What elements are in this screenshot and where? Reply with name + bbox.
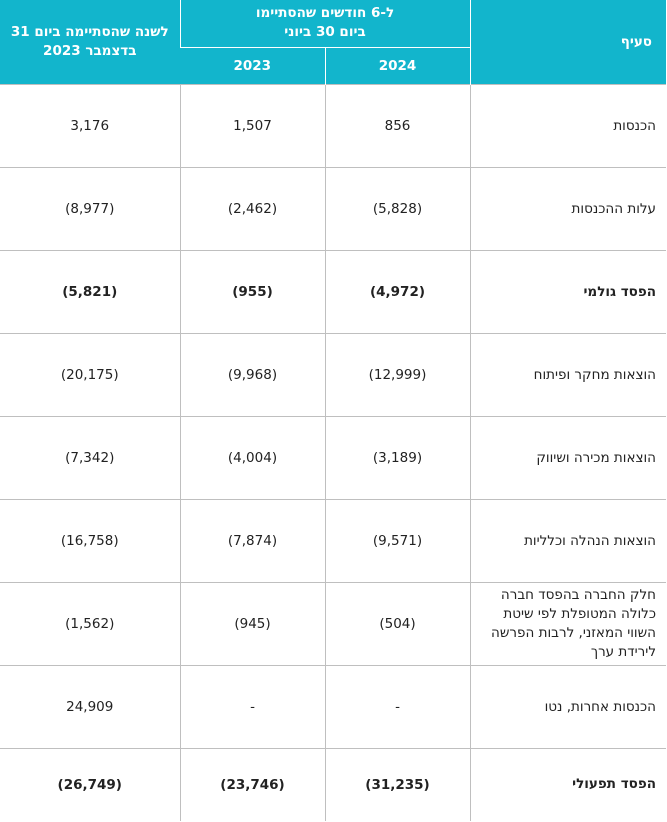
table-row [0, 583, 666, 666]
row-label: הוצאות מחקר ופיתוח [470, 334, 666, 417]
header-annual [0, 0, 180, 85]
header-six-months [180, 0, 470, 47]
value-2024: (504) [325, 583, 470, 666]
table-row [0, 251, 666, 334]
table-row [0, 85, 666, 168]
value-2024: (31,235) [325, 749, 470, 821]
header-annual-line2: בדצמבר 2023 [43, 43, 137, 59]
header-six-months-line1: ל-6 חודשים שהסתיימו [255, 5, 395, 22]
value-2023: (9,968) [180, 334, 325, 417]
value-2024: (3,189) [325, 417, 470, 500]
value-2023: (945) [180, 583, 325, 666]
value-2023: (4,004) [180, 417, 325, 500]
header-year-2023: 2023 [180, 47, 325, 84]
header-annual-line1: לשנה שהסתיימה ביום 31 [10, 24, 169, 40]
header-year-2024: 2024 [325, 47, 470, 84]
value-annual: (8,977) [0, 168, 180, 251]
value-2023: (7,874) [180, 500, 325, 583]
table-row [0, 168, 666, 251]
table-row [0, 749, 666, 821]
value-annual: (5,821) [0, 251, 180, 334]
value-2024: - [325, 666, 470, 749]
row-label: הפסד גולמי [470, 251, 666, 334]
value-2023: - [180, 666, 325, 749]
row-label: הוצאות הנהלה וכלליות [470, 500, 666, 583]
value-annual: (20,175) [0, 334, 180, 417]
header-six-months-line2: ביום 30 ביוני [284, 24, 366, 41]
value-2024: (9,571) [325, 500, 470, 583]
value-2024: (4,972) [325, 251, 470, 334]
value-annual: (26,749) [0, 749, 180, 821]
value-2023: 1,507 [180, 85, 325, 168]
row-label: הפסד תפעולי [470, 749, 666, 821]
value-annual: (7,342) [0, 417, 180, 500]
row-label: חלק החברה בהפסד חברה כלולה המטופלת לפי שיטת השווי המאזני, לרבות הפרשה לירידת ערך [470, 583, 666, 666]
table-row [0, 334, 666, 417]
value-2023: (955) [180, 251, 325, 334]
table-row [0, 417, 666, 500]
value-annual: (1,562) [0, 583, 180, 666]
row-label: הכנסות אחרות, נטו [470, 666, 666, 749]
header-item: סעיף [470, 0, 666, 85]
value-annual: 3,176 [0, 85, 180, 168]
value-2024: (12,999) [325, 334, 470, 417]
value-annual: (16,758) [0, 500, 180, 583]
value-2024: (5,828) [325, 168, 470, 251]
value-2024: 856 [325, 85, 470, 168]
value-annual: 24,909 [0, 666, 180, 749]
table-row [0, 500, 666, 583]
value-2023: (2,462) [180, 168, 325, 251]
row-label: עלות ההכנסות [470, 168, 666, 251]
table-row [0, 666, 666, 749]
value-2023: (23,746) [180, 749, 325, 821]
row-label: הכנסות [470, 85, 666, 168]
row-label: הוצאות מכירה ושיווק [470, 417, 666, 500]
